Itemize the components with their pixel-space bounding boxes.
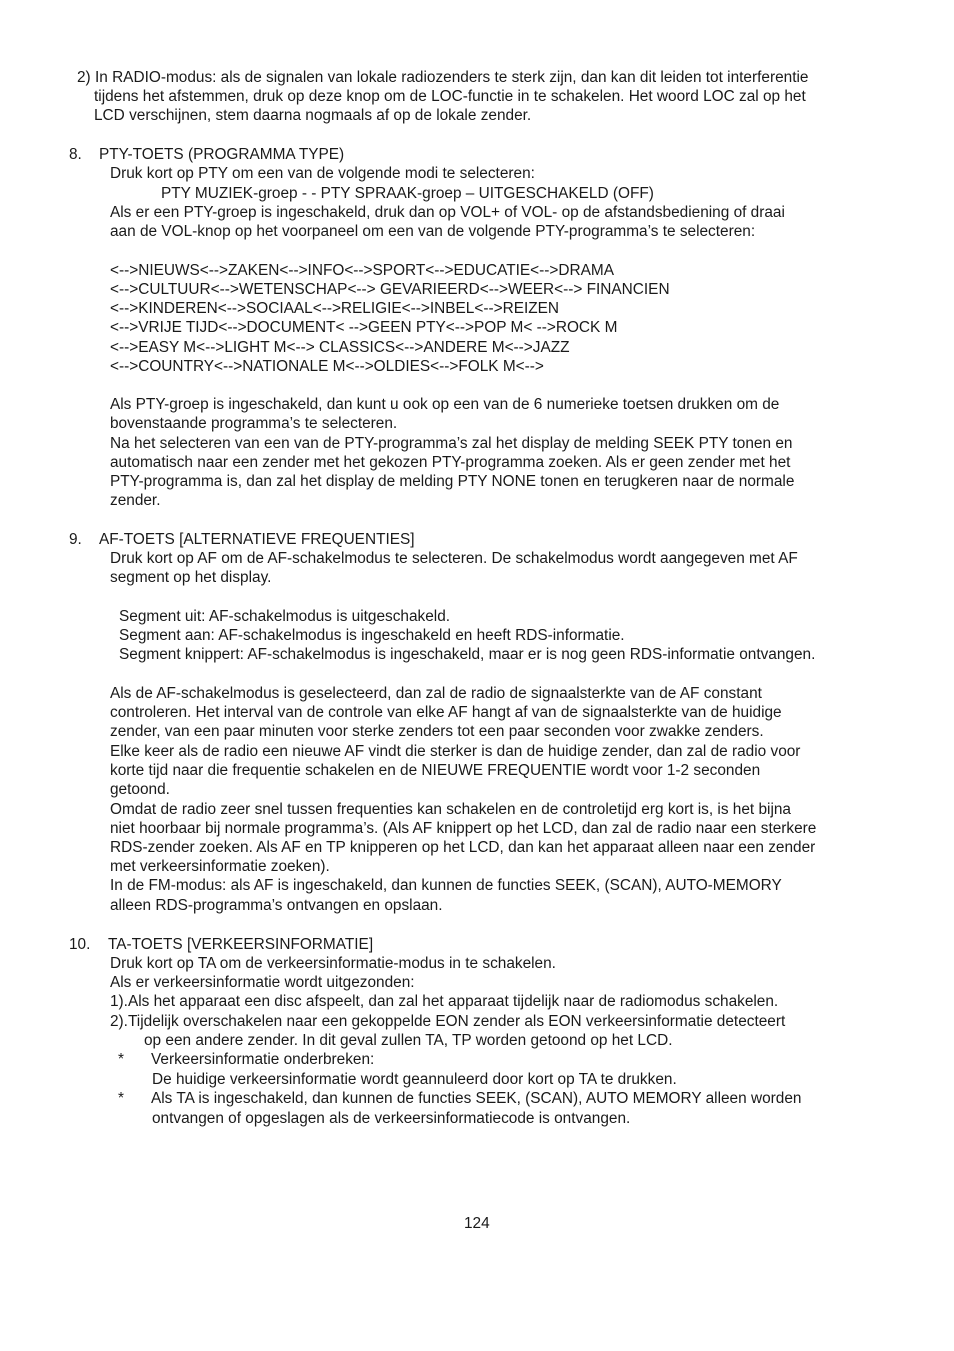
- section-9-text: segment op het display.: [110, 569, 272, 586]
- pty-program-line: <-->CULTUUR<-->WETENSCHAP<--> GEVARIEERD<-->WEER<--> FINANCIEN: [110, 281, 670, 298]
- af-segment-line: Segment uit: AF-schakelmodus is uitgeschakeld.: [119, 608, 451, 625]
- section-8-text: automatisch naar een zender met het gekozen PTY-programma zoeken. Als er geen zender met het: [110, 454, 791, 471]
- bullet-marker: *: [118, 1090, 124, 1107]
- section-8-text: zender.: [110, 492, 161, 509]
- pty-program-line: <-->NIEUWS<-->ZAKEN<-->INFO<-->SPORT<-->EDUCATIE<-->DRAMA: [110, 262, 614, 279]
- section-10-text: Druk kort op TA om de verkeersinformatie-modus in te schakelen.: [110, 955, 556, 972]
- section-9-text: Elke keer als de radio een nieuwe AF vindt die sterker is dan de huidige zender, dan zal de radio voor: [110, 743, 801, 760]
- section-9-text: alleen RDS-programma’s ontvangen en opslaan.: [110, 897, 443, 914]
- section-8-number: 8.: [69, 146, 82, 163]
- intro-line: LCD verschijnen, stem daarna nogmaals af op de lokale zender.: [94, 107, 532, 124]
- section-9-text: getoond.: [110, 781, 170, 798]
- section-8-text: Druk kort op PTY om een van de volgende modi te selecteren:: [110, 165, 535, 182]
- section-9-text: Omdat de radio zeer snel tussen frequenties kan schakelen en de controletijd erg kort is, is het bijna: [110, 801, 791, 818]
- section-9-text: controleren. Het interval van de controle van elke AF hangt af van de signaalsterkte van de huidige: [110, 704, 782, 721]
- section-8-text: Na het selecteren van een van de PTY-programma’s zal het display de melding SEEK PTY tonen en: [110, 435, 793, 452]
- pty-program-line: <-->COUNTRY<-->NATIONALE M<-->OLDIES<-->FOLK M<-->: [110, 358, 544, 375]
- section-9-heading: AF-TOETS [ALTERNATIEVE FREQUENTIES]: [99, 531, 415, 548]
- section-9-text: In de FM-modus: als AF is ingeschakeld, dan kunnen de functies SEEK, (SCAN), AUTO-MEMORY: [110, 877, 782, 894]
- section-10-heading: TA-TOETS [VERKEERSINFORMATIE]: [108, 936, 374, 953]
- section-8-text: PTY-programma is, dan zal het display de melding PTY NONE tonen en terugkeren naar de normale: [110, 473, 795, 490]
- bullet-marker: *: [118, 1051, 124, 1068]
- section-10-number: 10.: [69, 936, 91, 953]
- section-8-text: bovenstaande programma’s te selecteren.: [110, 415, 398, 432]
- section-9-text: RDS-zender zoeken. Als AF en TP knipperen op het LCD, dan kan het apparaat alleen naar een zender: [110, 839, 816, 856]
- section-9-text: met verkeersinformatie zoeken).: [110, 858, 330, 875]
- af-segment-line: Segment aan: AF-schakelmodus is ingeschakeld en heeft RDS-informatie.: [119, 627, 625, 644]
- intro-line: 2) In RADIO-modus: als de signalen van lokale radiozenders te sterk zijn, dan kan dit leiden tot interferentie: [77, 69, 809, 86]
- bullet-text: Als TA is ingeschakeld, dan kunnen de functies SEEK, (SCAN), AUTO MEMORY alleen worden: [151, 1090, 802, 1107]
- section-9-text: korte tijd naar die frequentie schakelen en de NIEUWE FREQUENTIE wordt voor 1-2 seconden: [110, 762, 761, 779]
- section-8-modes: PTY MUZIEK-groep - - PTY SPRAAK-groep – UITGESCHAKELD (OFF): [161, 185, 654, 202]
- section-10-text: op een andere zender. In dit geval zullen TA, TP worden getoond op het LCD.: [144, 1032, 673, 1049]
- af-segment-line: Segment knippert: AF-schakelmodus is ingeschakeld, maar er is nog geen RDS-informatie ontvangen.: [119, 646, 816, 663]
- bullet-text: Verkeersinformatie onderbreken:: [151, 1051, 375, 1068]
- section-10-text: Als er verkeersinformatie wordt uitgezonden:: [110, 974, 415, 991]
- section-8-heading: PTY-TOETS (PROGRAMMA TYPE): [99, 146, 345, 163]
- section-10-text: 2).Tijdelijk overschakelen naar een gekoppelde EON zender als EON verkeersinformatie detecteert: [110, 1013, 786, 1030]
- section-8-text: aan de VOL-knop op het voorpaneel om een van de volgende PTY-programma’s te selecteren:: [110, 223, 756, 240]
- page-number: 124: [464, 1215, 490, 1232]
- pty-program-line: <-->VRIJE TIJD<-->DOCUMENT< -->GEEN PTY<-->POP M< -->ROCK M: [110, 319, 618, 336]
- section-9-number: 9.: [69, 531, 82, 548]
- bullet-text: De huidige verkeersinformatie wordt geannuleerd door kort op TA te drukken.: [152, 1071, 677, 1088]
- bullet-text: ontvangen of opgeslagen als de verkeersinformatiecode is ontvangen.: [152, 1110, 631, 1127]
- pty-program-line: <-->KINDEREN<-->SOCIAAL<-->RELIGIE<-->INBEL<-->REIZEN: [110, 300, 560, 317]
- section-9-text: Druk kort op AF om de AF-schakelmodus te selecteren. De schakelmodus wordt aangegeven met AF: [110, 550, 798, 567]
- section-9-text: niet hoorbaar bij normale programma’s. (Als AF knippert op het LCD, dan zal de radio naar een sterkere: [110, 820, 817, 837]
- section-9-text: zender, van een paar minuten voor sterke zenders tot een paar seconden voor zwakke zenders.: [110, 723, 764, 740]
- section-10-text: 1).Als het apparaat een disc afspeelt, dan zal het apparaat tijdelijk naar de radiomodus schakelen.: [110, 993, 779, 1010]
- section-9-text: Als de AF-schakelmodus is geselecteerd, dan zal de radio de signaalsterkte van de AF constant: [110, 685, 762, 702]
- section-8-text: Als er een PTY-groep is ingeschakeld, druk dan op VOL+ of VOL- op de afstandsbediening of draai: [110, 204, 785, 221]
- pty-program-line: <-->EASY M<-->LIGHT M<--> CLASSICS<-->ANDERE M<-->JAZZ: [110, 339, 570, 356]
- section-8-text: Als PTY-groep is ingeschakeld, dan kunt u ook op een van de 6 numerieke toetsen drukken om de: [110, 396, 780, 413]
- intro-line: tijdens het afstemmen, druk op deze knop om de LOC-functie in te schakelen. Het woord LOC zal op het: [94, 88, 806, 105]
